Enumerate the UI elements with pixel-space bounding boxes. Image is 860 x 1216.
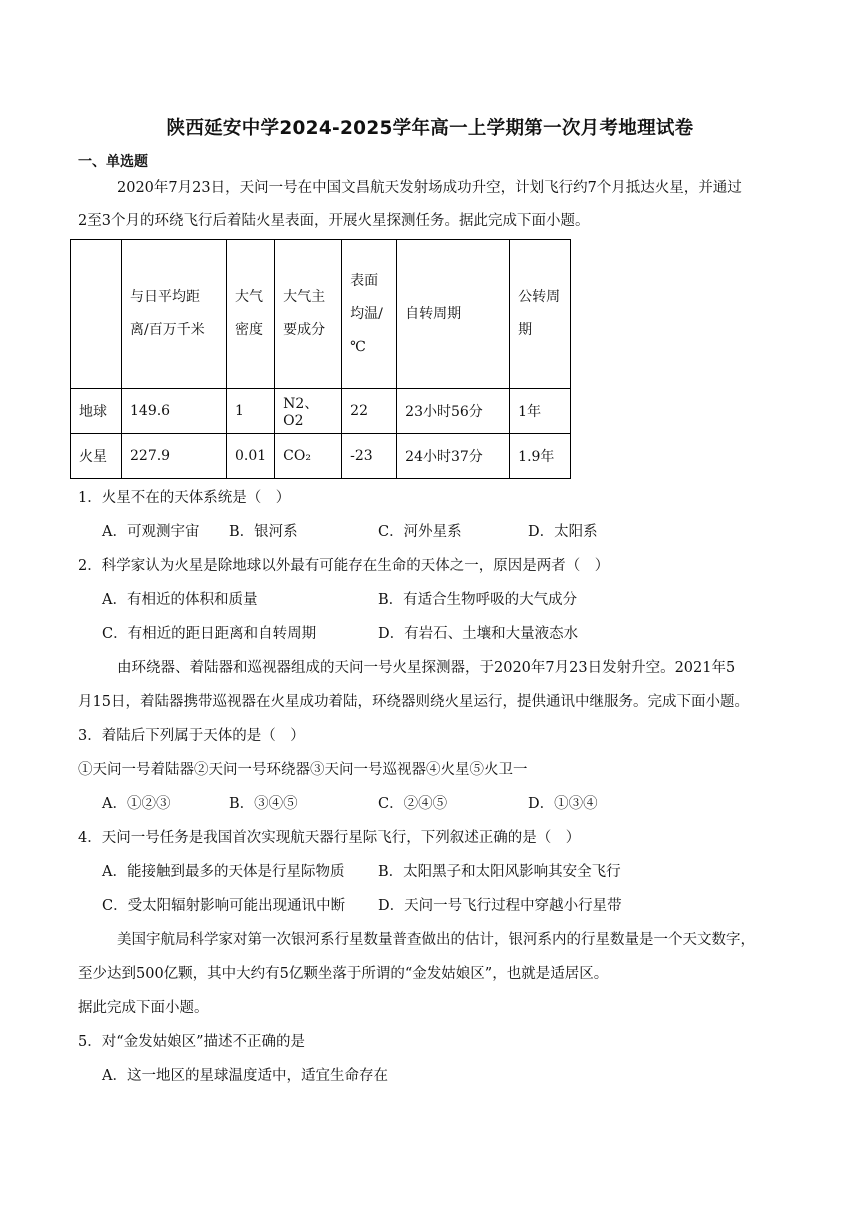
table-header-row (71, 240, 571, 389)
table-cell: 1.9年 (510, 434, 571, 479)
question-5-option-a[interactable]: A．这一地区的星球温度适中，适宜生命存在 (102, 1068, 388, 1084)
table-cell: N2、O2 (275, 389, 342, 434)
question-2-stem: 2．科学家认为火星是除地球以外最有可能存在生命的天体之一，原因是两者（ ） (78, 558, 610, 574)
question-4-option-a[interactable]: A．能接触到最多的天体是行星际物质 (102, 864, 345, 880)
question-3-option-c[interactable]: C．②④⑤ (378, 796, 448, 812)
table-header-cell: 公转周期 (510, 240, 571, 389)
intro2-line2: 月15日，着陆器携带巡视器在火星成功着陆，环绕器则绕火星运行，提供通讯中继服务。完成下面小题。 (78, 694, 749, 710)
question-4-option-d[interactable]: D．天问一号飞行过程中穿越小行星带 (378, 898, 622, 914)
question-2-option-c[interactable]: C．有相近的距日距离和自转周期 (102, 626, 317, 642)
question-2-option-b[interactable]: B．有适合生物呼吸的大气成分 (378, 592, 578, 608)
table-row (71, 389, 571, 434)
question-5-stem: 5．对“金发姑娘区”描述不正确的是 (78, 1034, 306, 1050)
question-4-stem: 4．天问一号任务是我国首次实现航天器行星际飞行，下列叙述正确的是（ ） (78, 830, 581, 846)
question-3-option-d[interactable]: D．①③④ (528, 796, 598, 812)
intro2-line1: 由环绕器、着陆器和巡视器组成的天问一号火星探测器，于2020年7月23日发射升空。2021年5 (117, 660, 736, 676)
table-cell: 227.9 (122, 434, 227, 479)
table-cell: 24小时37分 (397, 434, 510, 479)
table-cell: 火星 (71, 434, 122, 479)
table-cell: 地球 (71, 389, 122, 434)
question-3-option-a[interactable]: A．①②③ (102, 796, 171, 812)
question-2-option-a[interactable]: A．有相近的体积和质量 (102, 592, 258, 608)
table-cell: 0.01 (227, 434, 275, 479)
intro1-line2: 2至3个月的环绕飞行后着陆火星表面，开展火星探测任务。据此完成下面小题。 (78, 213, 590, 229)
table-header-cell: 与日平均距离/百万千米 (122, 240, 227, 389)
intro3-line3: 据此完成下面小题。 (78, 1000, 209, 1016)
question-2-option-d[interactable]: D．有岩石、土壤和大量液态水 (378, 626, 579, 642)
intro3-line2: 至少达到500亿颗，其中大约有5亿颗坐落于所谓的“金发姑娘区”，也就是适居区。 (78, 966, 609, 982)
table-cell: 22 (342, 389, 397, 434)
table-header-cell (71, 240, 122, 389)
page-title: 陕西延安中学2024-2025学年高一上学期第一次月考地理试卷 (166, 118, 694, 139)
table-header-cell: 大气主要成分 (275, 240, 342, 389)
question-3-option-b[interactable]: B．③④⑤ (229, 796, 298, 812)
question-3-items: ①天问一号着陆器②天问一号环绕器③天问一号巡视器④火星⑤火卫一 (78, 762, 528, 778)
question-4-option-b[interactable]: B．太阳黑子和太阳风影响其安全飞行 (378, 864, 621, 880)
table-row (71, 434, 571, 479)
question-4-option-c[interactable]: C．受太阳辐射影响可能出现通讯中断 (102, 898, 346, 914)
table-cell: CO₂ (275, 434, 342, 479)
question-1-option-a[interactable]: A．可观测宇宙 (102, 524, 200, 540)
question-1-option-b[interactable]: B．银河系 (229, 524, 298, 540)
intro3-line1: 美国宇航局科学家对第一次银河系行星数量普查做出的估计，银河系内的行星数量是一个天文数字， (117, 932, 755, 948)
table-cell: 149.6 (122, 389, 227, 434)
table-cell: 23小时56分 (397, 389, 510, 434)
table-header-cell: 自转周期 (397, 240, 510, 389)
table-cell: -23 (342, 434, 397, 479)
table-cell: 1年 (510, 389, 571, 434)
question-1-option-c[interactable]: C．河外星系 (378, 524, 462, 540)
section-heading: 一、单选题 (78, 154, 148, 170)
question-1-option-d[interactable]: D．太阳系 (528, 524, 598, 540)
question-1-stem: 1．火星不在的天体系统是（ ） (78, 490, 291, 506)
intro1-line1: 2020年7月23日，天问一号在中国文昌航天发射场成功升空，计划飞行约7个月抵达火星，并通过 (117, 180, 742, 196)
table-header-cell: 大气密度 (227, 240, 275, 389)
question-3-stem: 3．着陆后下列属于天体的是（ ） (78, 728, 305, 744)
table-header-cell: 表面均温/℃ (342, 240, 397, 389)
planet-comparison-table (70, 239, 571, 479)
table-cell: 1 (227, 389, 275, 434)
